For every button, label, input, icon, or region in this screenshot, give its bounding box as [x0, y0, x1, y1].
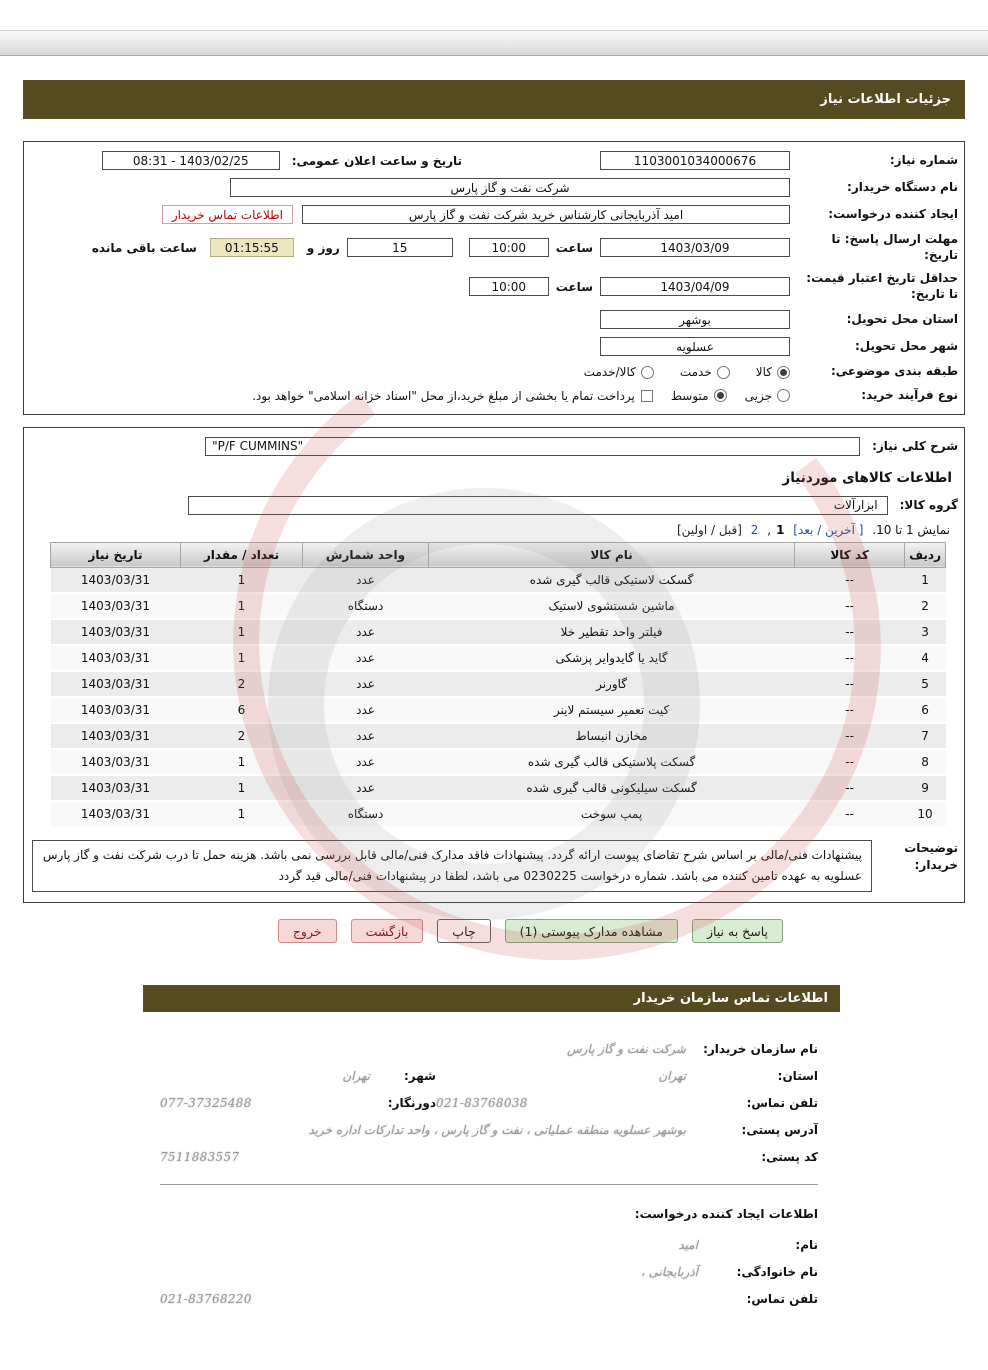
pagination-page-2-link[interactable]: 2 — [750, 522, 759, 537]
table-cell: -- — [795, 775, 905, 801]
address-value: بوشهر عسلویه منطقه عملیاتی ، نفت و گاز پارس ، واحد تدارکات اداره خرید — [308, 1123, 686, 1138]
response-deadline-label: مهلت ارسال پاسخ: تا تاریخ: — [831, 232, 958, 262]
table-cell: عدد — [303, 723, 429, 749]
deadline-date-field[interactable]: 1403/03/09 — [600, 238, 790, 257]
goods-service-radio[interactable] — [641, 366, 654, 379]
view-attachments-button[interactable]: مشاهده مدارک پیوستی (1) — [505, 919, 678, 943]
remaining-time-badge: 01:15:55 — [210, 238, 294, 257]
org-name-label: نام سازمان خریدار: — [703, 1042, 818, 1057]
table-row — [51, 749, 946, 775]
postal-code-value: 7511883557 — [160, 1150, 240, 1165]
table-cell: پمپ سوخت — [429, 801, 795, 827]
postal-code-row — [160, 1150, 818, 1164]
table-cell: 1403/03/31 — [51, 749, 181, 775]
medium-radio-label: متوسط — [670, 388, 709, 403]
contact-phone-label: تلفن تماس: — [746, 1096, 818, 1111]
table-cell: 1 — [181, 619, 303, 645]
need-description-label: شرح کلی نیاز: — [872, 439, 958, 454]
table-cell: 1 — [181, 775, 303, 801]
table-row — [51, 723, 946, 749]
buyer-notes-text[interactable]: پیشنهادات فنی/مالی بر اساس شرح تقاضای پیوست ارائه گردد. پیشنهادات فاقد مدارک فنی/مالی قابل بررسی نمی باشد. هزینه حمل تا درب شرکت نفت و گاز پارس عسلویه به عهده تامین کننده می باشد. شماره درخواست 0230225 می باشد، لطفا در پیشنهادات فنی/مالی قید گردد — [32, 840, 872, 892]
creator-last-name-row — [160, 1265, 818, 1279]
table-cell: دستگاه — [303, 801, 429, 827]
column-header: تعداد / مقدار — [181, 542, 303, 567]
phone-fax-row — [160, 1096, 818, 1110]
column-header: نام کالا — [429, 542, 795, 567]
table-cell: 1 — [181, 645, 303, 671]
treasury-checkbox-label: پرداخت تمام یا بخشی از مبلغ خرید،از محل "اسناد خزانه اسلامی" خواهد بود. — [252, 388, 635, 403]
goods-radio-label: کالا — [755, 365, 772, 380]
table-row — [51, 567, 946, 593]
respond-button[interactable]: پاسخ به نیاز — [692, 919, 783, 943]
table-cell: 1403/03/31 — [51, 697, 181, 723]
deadline-hour-label: ساعت — [555, 240, 593, 255]
response-deadline-row — [32, 232, 958, 263]
request-creator-row — [32, 205, 958, 224]
delivery-city-label: شهر محل تحویل: — [854, 339, 958, 354]
minor-radio[interactable] — [777, 389, 790, 402]
back-button[interactable]: بازگشت — [351, 919, 424, 943]
validity-date-field[interactable]: 1403/04/09 — [600, 277, 790, 296]
creator-first-name-row — [160, 1238, 818, 1252]
table-cell: -- — [795, 749, 905, 775]
table-cell: گسکت پلاستیکی قالب گیری شده — [429, 749, 795, 775]
table-cell: عدد — [303, 645, 429, 671]
table-row — [51, 671, 946, 697]
table-cell: 3 — [905, 619, 946, 645]
request-creator-label: ایجاد کننده درخواست: — [828, 206, 958, 221]
table-cell: مخازن انبساط — [429, 723, 795, 749]
postal-code-label: کد پستی: — [761, 1150, 818, 1165]
table-cell: عدد — [303, 567, 429, 593]
table-cell: 1403/03/31 — [51, 775, 181, 801]
contact-city-value: تهران — [342, 1069, 370, 1084]
first-name-value: امید — [678, 1238, 698, 1253]
table-cell: 1403/03/31 — [51, 671, 181, 697]
table-cell: 6 — [905, 697, 946, 723]
table-cell: 10 — [905, 801, 946, 827]
delivery-province-label: استان محل تحویل: — [846, 312, 958, 327]
pagination-current-page: 1 — [776, 522, 785, 537]
table-cell: 2 — [181, 671, 303, 697]
buyer-contact-link[interactable]: اطلاعات تماس خریدار — [162, 205, 293, 224]
table-row — [51, 775, 946, 801]
table-cell: -- — [795, 697, 905, 723]
goods-radio[interactable] — [777, 366, 790, 379]
table-cell: ماشین شستشوی لاستیک — [429, 593, 795, 619]
contact-province-label: استان: — [777, 1069, 818, 1084]
table-cell: -- — [795, 671, 905, 697]
purchase-process-row — [32, 388, 958, 404]
goods-service-radio-label: کالا/خدمت — [583, 365, 636, 380]
table-cell: 1 — [181, 593, 303, 619]
process-option-medium[interactable] — [671, 389, 727, 403]
need-description-field[interactable]: "P/F CUMMINS" — [205, 437, 860, 456]
table-cell: 5 — [905, 671, 946, 697]
creator-phone-label: تلفن تماس: — [746, 1292, 818, 1307]
details-header-bar — [23, 80, 965, 119]
first-name-label: نام: — [795, 1238, 818, 1253]
classification-row — [32, 364, 958, 380]
deadline-days-field[interactable]: 15 — [347, 238, 453, 257]
validity-hour-label: ساعت — [555, 279, 593, 294]
table-cell: 1403/03/31 — [51, 801, 181, 827]
creator-phone-value: 021-83768220 — [160, 1292, 252, 1307]
goods-panel — [23, 427, 965, 904]
table-cell: 8 — [905, 749, 946, 775]
contact-fax-value: 077-37325488 — [160, 1096, 252, 1111]
goods-table — [50, 542, 946, 829]
province-city-row — [160, 1069, 818, 1083]
table-cell: کیت تعمیر سیستم لاینر — [429, 697, 795, 723]
contact-header-title: اطلاعات تماس سازمان خریدار — [633, 991, 828, 1007]
announce-datetime-label: تاریخ و ساعت اعلان عمومی: — [291, 153, 462, 168]
action-buttons — [0, 919, 783, 943]
section-divider — [160, 1184, 818, 1185]
table-cell: 7 — [905, 723, 946, 749]
table-cell: -- — [795, 593, 905, 619]
pagination — [40, 523, 950, 537]
table-cell: گاورنر — [429, 671, 795, 697]
deadline-time-field[interactable]: 10:00 — [469, 238, 549, 257]
table-cell: -- — [795, 645, 905, 671]
table-row — [51, 801, 946, 827]
creator-phone-row — [160, 1292, 818, 1306]
table-row — [51, 697, 946, 723]
pagination-prev-link[interactable]: [قبل / اولین] — [676, 522, 742, 537]
top-spacer — [0, 0, 988, 30]
table-cell: عدد — [303, 749, 429, 775]
goods-group-row — [32, 496, 958, 515]
classification-option-goods-service[interactable] — [584, 365, 654, 379]
column-header: ردیف — [905, 542, 946, 567]
need-number-field[interactable]: 1103001034000676 — [600, 151, 790, 170]
process-option-minor[interactable] — [745, 389, 790, 403]
validity-time-field[interactable]: 10:00 — [469, 277, 549, 296]
request-info-panel — [23, 141, 965, 415]
contact-header-bar — [143, 985, 840, 1012]
buyer-org-label: نام دستگاه خریدار: — [847, 179, 958, 194]
table-cell: عدد — [303, 775, 429, 801]
top-toolbar-strip — [0, 30, 988, 56]
org-name-row — [160, 1042, 818, 1056]
goods-group-field[interactable]: ابزارآلات — [188, 496, 888, 515]
service-radio[interactable] — [717, 366, 730, 379]
pagination-separator: , — [767, 522, 772, 537]
table-cell: عدد — [303, 619, 429, 645]
last-name-value: آذربایجانی ، — [640, 1265, 698, 1280]
request-creator-field[interactable]: امید آذربایجانی کارشناس خرید شرکت نفت و گاز پارس — [302, 205, 790, 224]
details-header-title: جزئیات اطلاعات نیاز — [820, 92, 951, 107]
table-row — [51, 593, 946, 619]
table-row — [51, 619, 946, 645]
price-validity-row — [32, 271, 958, 302]
announce-datetime-field[interactable]: 08:31 - 1403/02/25 — [102, 151, 280, 170]
goods-section-title: اطلاعات کالاهای موردنیاز — [782, 469, 952, 486]
delivery-province-field[interactable]: بوشهر — [600, 310, 790, 329]
buyer-notes-label: توضیحات خریدار: — [904, 841, 958, 872]
contact-phone-value: 021-83768038 — [436, 1096, 528, 1111]
table-cell: 1 — [181, 801, 303, 827]
table-cell: 1403/03/31 — [51, 593, 181, 619]
table-cell: 2 — [905, 593, 946, 619]
table-cell: دستگاه — [303, 593, 429, 619]
buyer-contact-section — [160, 1042, 818, 1306]
table-cell: 1 — [181, 567, 303, 593]
table-cell: 6 — [181, 697, 303, 723]
buyer-org-field[interactable]: شرکت نفت و گاز پارس — [230, 178, 790, 197]
treasury-checkbox-group[interactable] — [252, 389, 653, 403]
delivery-city-row — [32, 337, 958, 356]
table-cell: -- — [795, 619, 905, 645]
need-number-label: شماره نیاز: — [889, 152, 958, 167]
minor-radio-label: جزیی — [744, 388, 772, 403]
table-cell: 2 — [181, 723, 303, 749]
table-cell: عدد — [303, 671, 429, 697]
table-cell: -- — [795, 723, 905, 749]
table-cell: -- — [795, 801, 905, 827]
table-cell: 1403/03/31 — [51, 619, 181, 645]
medium-radio[interactable] — [714, 389, 727, 402]
pagination-next-link[interactable]: [ آخرین / بعد] — [793, 522, 864, 537]
table-cell: گسکت سیلیکونی قالب گیری شده — [429, 775, 795, 801]
column-header: تاریخ نیاز — [51, 542, 181, 567]
print-button[interactable]: چاپ — [437, 919, 490, 943]
table-cell: عدد — [303, 697, 429, 723]
goods-table-header-row — [51, 542, 946, 567]
table-cell: 1403/03/31 — [51, 567, 181, 593]
remaining-hours-label: ساعت باقی مانده — [91, 240, 197, 255]
buyer-org-row — [32, 178, 958, 197]
price-validity-label: حداقل تاریخ اعتبار قیمت: تا تاریخ: — [806, 271, 958, 301]
service-radio-label: خدمت — [679, 365, 712, 380]
table-cell: گسکت لاستیکی قالب گیری شده — [429, 567, 795, 593]
buyer-notes-row — [32, 840, 958, 892]
table-cell: گاید یا گایدوایر پزشکی — [429, 645, 795, 671]
last-name-label: نام خانوادگی: — [736, 1265, 818, 1280]
table-cell: 1403/03/31 — [51, 645, 181, 671]
table-cell: -- — [795, 567, 905, 593]
treasury-checkbox[interactable] — [641, 390, 653, 402]
table-row — [51, 645, 946, 671]
table-cell: 1 — [181, 749, 303, 775]
table-cell: فیلتر واحد تقطیر خلا — [429, 619, 795, 645]
classification-label: طبقه بندی موضوعی: — [830, 364, 958, 379]
table-cell: 1 — [905, 567, 946, 593]
creator-section-title: اطلاعات ایجاد کننده درخواست: — [634, 1207, 818, 1222]
pagination-showing: نمایش 1 تا 10. — [872, 522, 950, 537]
classification-option-goods[interactable] — [756, 365, 790, 379]
org-name-value: شرکت نفت و گاز پارس — [566, 1042, 686, 1057]
purchase-process-label: نوع فرآیند خرید: — [861, 387, 958, 402]
column-header: کد کالا — [795, 542, 905, 567]
exit-button[interactable]: خروج — [278, 919, 337, 943]
need-number-row — [32, 151, 958, 170]
delivery-province-row — [32, 310, 958, 329]
goods-group-label: گروه کالا: — [899, 498, 958, 513]
table-cell: 9 — [905, 775, 946, 801]
address-label: آدرس پستی: — [741, 1123, 818, 1138]
contact-fax-label: دورنگار: — [387, 1096, 436, 1111]
classification-option-service[interactable] — [680, 365, 730, 379]
column-header: واحد شمارش — [303, 542, 429, 567]
need-description-row — [32, 437, 958, 456]
delivery-city-field[interactable]: عسلویه — [600, 337, 790, 356]
contact-city-label: شهر: — [404, 1069, 436, 1084]
address-row — [160, 1123, 818, 1137]
contact-province-value: تهران — [658, 1069, 686, 1084]
days-word-label: روز و — [306, 240, 340, 255]
table-cell: 4 — [905, 645, 946, 671]
table-cell: 1403/03/31 — [51, 723, 181, 749]
